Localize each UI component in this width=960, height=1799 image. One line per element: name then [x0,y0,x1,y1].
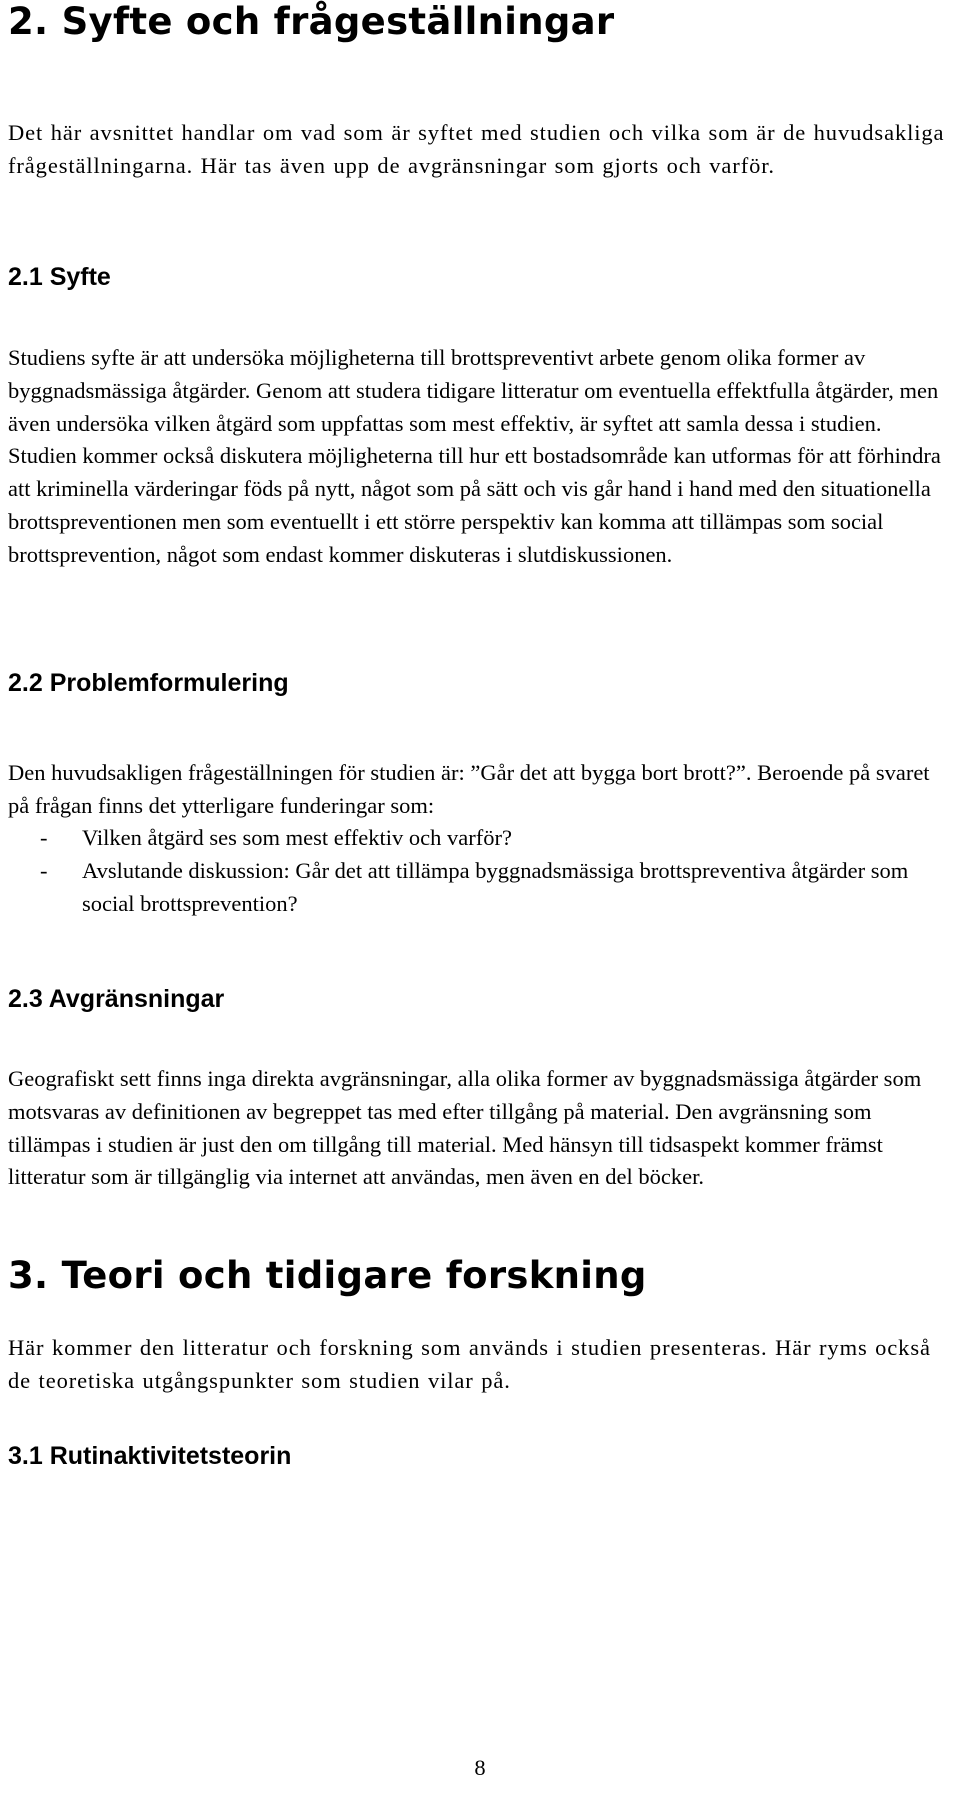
question-list [8,822,952,920]
section-2-heading: 2. Syfte och frågeställningar [8,0,615,43]
section-3-intro: Här kommer den litteratur och forskning som används i studien presenteras. Här ryms också de teoretiska utgångspunkter som studien vilar på. [8,1335,931,1393]
section-3-1-heading: 3.1 Rutinaktivitetsteorin [8,1442,292,1470]
bullet-dash: - [40,825,48,850]
section-2-1-body: Studiens syfte är att undersöka möjligheterna till brottspreventivt arbete genom olika former av byggnadsmässiga åtgärder. Genom att studera tidigare litteratur om eventuella effektfulla åtgärder, men även undersöka vilken åtgärd som uppfattas som mest effektiv, är syftet att samla dessa i studien. Studien kommer också diskutera möjligheterna till hur ett bostadsområde kan utformas för att förhindra att kriminella värderingar föds på nytt, något som på sätt och vis går hand i hand med den situationella brottspreventionen men som eventuellt i ett större perspektiv kan komma att tillämpas som social brottsprevention, något som endast kommer diskuteras i slutdiskussionen. [8,345,941,567]
page-number: 8 [474,1755,486,1780]
section-2-2-heading: 2.2 Problemformulering [8,669,289,697]
list-item [8,822,952,855]
list-item [8,855,952,921]
section-2-3-body: Geografiskt sett finns inga direkta avgränsningar, alla olika former av byggnadsmässiga åtgärder som motsvaras av definitionen av begreppet tas med efter tillgång på material. Den avgränsning som tillämpas i studien är just den om tillgång till material. Med hänsyn till tidsaspekt kommer främst litteratur som är tillgänglig via internet att användas, men även en del böcker. [8,1066,922,1190]
section-2-3-heading: 2.3 Avgränsningar [8,985,225,1013]
section-2-2-body: Den huvudsakligen frågeställningen för studien är: ”Går det att bygga bort brott?”. Beroende på svaret på frågan finns det ytterligare funderingar som: [8,760,930,818]
section-3-heading: 3. Teori och tidigare forskning [8,1254,647,1297]
section-2-intro: Det här avsnittet handlar om vad som är syftet med studien och vilka som är de huvudsakliga frågeställningarna. Här tas även upp de avgränsningar som gjorts och varför. [8,120,945,178]
list-item-text: Vilken åtgärd ses som mest effektiv och varför? [82,825,512,850]
section-2-1-heading: 2.1 Syfte [8,263,111,291]
bullet-dash: - [40,857,48,883]
list-item-text: Avslutande diskussion: Går det att tillämpa byggnadsmässiga brottspreventiva åtgärder som social brottsprevention? [82,857,909,916]
